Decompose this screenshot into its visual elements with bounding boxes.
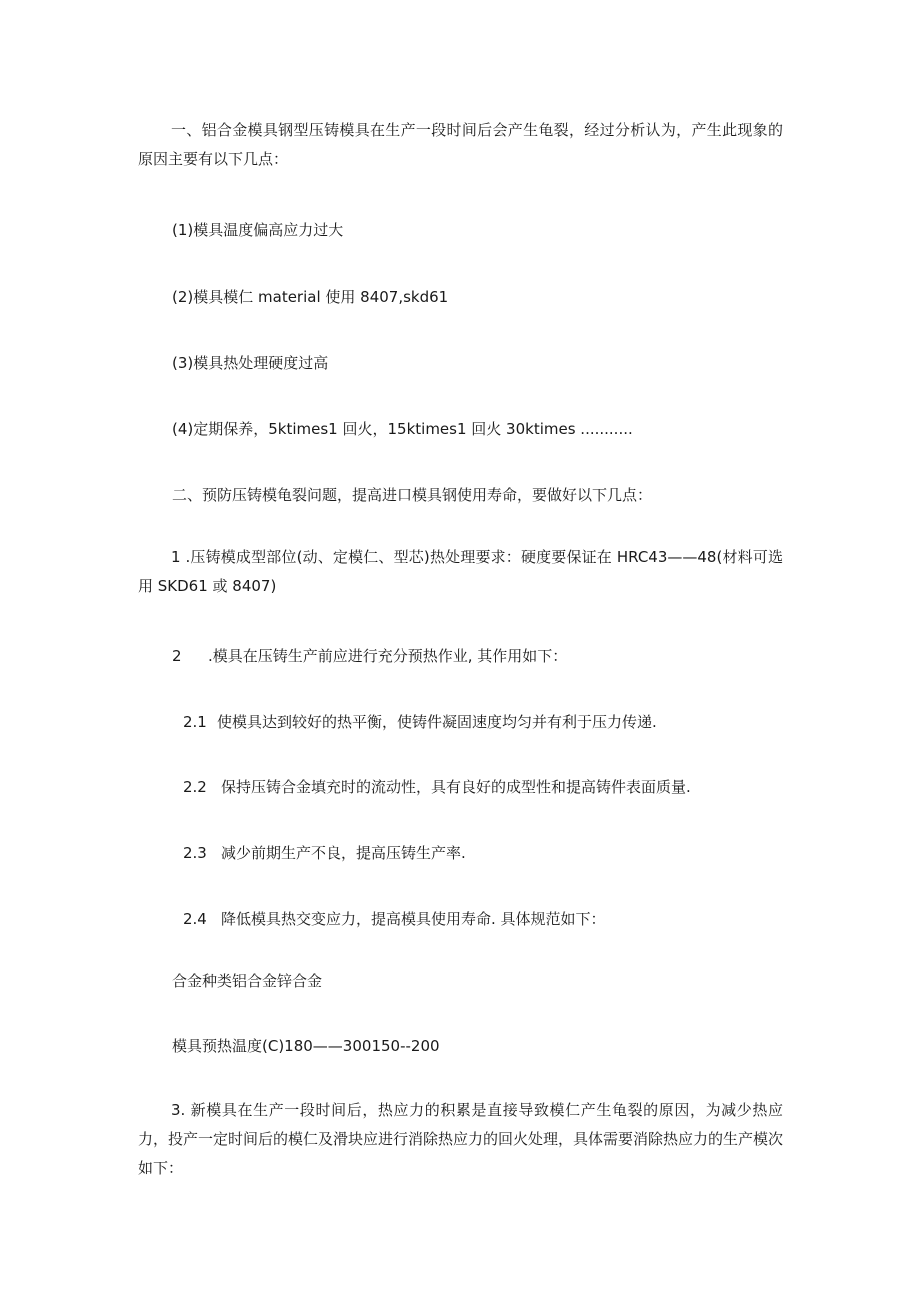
- section2-point3: 3. 新模具在生产一段时间后，热应力的积累是直接导致模仁产生龟裂的原因，为减少热应力，投产一定时间后的模仁及滑块应进行消除热应力的回火处理，具体需要消除热应力的生产模次如下：: [138, 1101, 784, 1177]
- section1-intro: 一、铝合金模具钢型压铸模具在生产一段时间后会产生龟裂，经过分析认为，产生此现象的原因主要有以下几点：: [138, 121, 783, 168]
- alloy-type-row: 合金种类铝合金锌合金: [172, 972, 323, 990]
- cause-item-1: (1)模具温度偏高应力过大: [172, 221, 344, 239]
- preheat-temperature-row: 模具预热温度(C)180——300150--200: [172, 1037, 440, 1055]
- cause-item-3: (3)模具热处理硬度过高: [172, 354, 329, 372]
- sub-item-text: 使模具达到较好的热平衡，使铸件凝固速度均匀并有利于压力传递.: [217, 713, 657, 731]
- section2-heading: 二、预防压铸模龟裂问题，提高进口模具钢使用寿命，要做好以下几点：: [172, 486, 653, 504]
- sub-item-number: 2.4: [183, 910, 207, 928]
- section2-point2: [172, 642, 817, 671]
- point2-text: .模具在压铸生产前应进行充分预热作业, 其作用如下：: [208, 647, 568, 665]
- section2-point1: 1 .压铸模成型部位(动、定模仁、型芯)热处理要求：硬度要保证在 HRC43——48(材料可选用 SKD61 或 8407): [138, 548, 783, 595]
- sub-item-text: 减少前期生产不良，提高压铸生产率.: [221, 844, 466, 862]
- sub-item-2-4: [183, 905, 828, 934]
- sub-item-number: 2.2: [183, 778, 207, 796]
- sub-item-text: 降低模具热交变应力，提高模具使用寿命. 具体规范如下：: [221, 910, 606, 928]
- sub-item-number: 2.1: [183, 713, 207, 731]
- sub-item-2-1: [183, 708, 828, 737]
- cause-item-2: (2)模具模仁 material 使用 8407,skd61: [172, 288, 449, 306]
- sub-item-2-3: [183, 839, 828, 868]
- sub-item-text: 保持压铸合金填充时的流动性，具有良好的成型性和提高铸件表面质量.: [221, 778, 691, 796]
- cause-item-4: (4)定期保养，5ktimes1 回火，15ktimes1 回火 30ktimes ...........: [172, 420, 633, 438]
- sub-item-number: 2.3: [183, 844, 207, 862]
- point2-number: 2: [172, 647, 182, 665]
- sub-item-2-2: [183, 773, 828, 802]
